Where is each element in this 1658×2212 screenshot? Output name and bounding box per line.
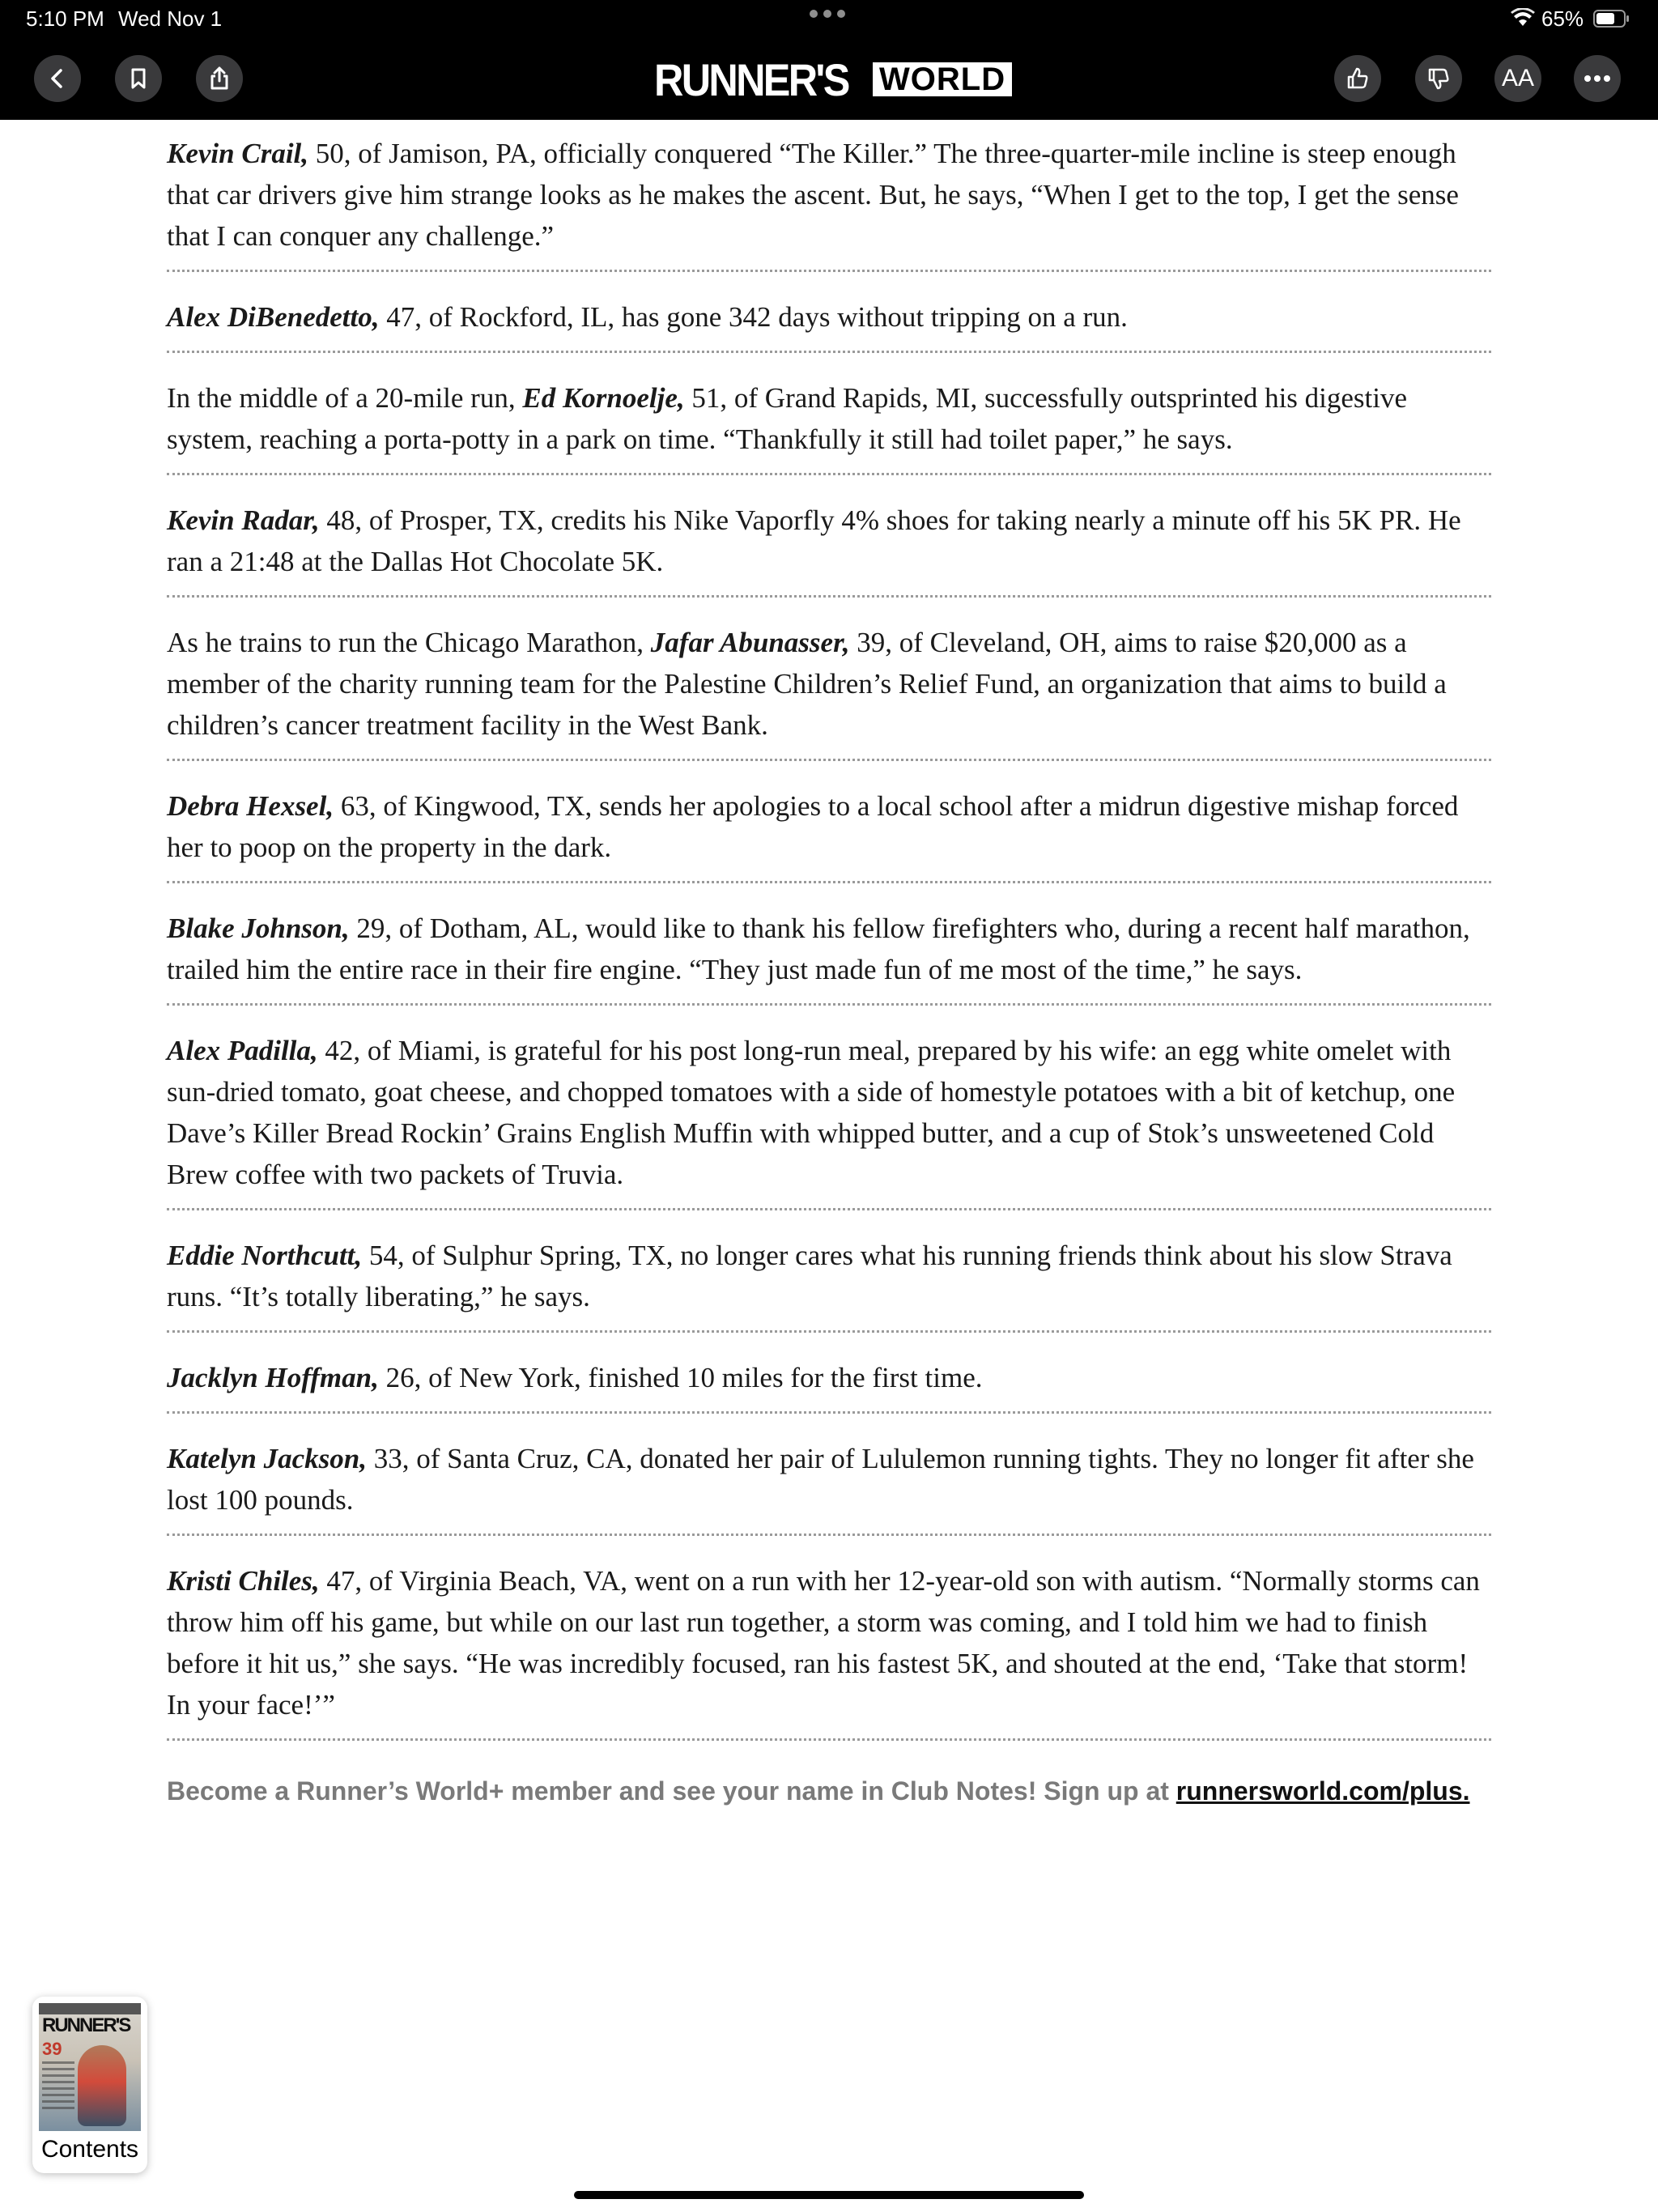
dotted-divider bbox=[167, 595, 1491, 598]
dotted-divider bbox=[167, 270, 1491, 272]
thumbs-up-icon bbox=[1346, 66, 1370, 91]
club-note-item bbox=[167, 1435, 1491, 1521]
note-runner-name: Alex DiBenedetto, bbox=[167, 301, 380, 333]
dotted-divider bbox=[167, 1208, 1491, 1210]
dotted-divider bbox=[167, 1534, 1491, 1536]
chevron-left-icon bbox=[47, 68, 68, 89]
dislike-button[interactable] bbox=[1415, 55, 1462, 102]
battery-icon bbox=[1593, 9, 1630, 28]
club-note-item bbox=[167, 1354, 1491, 1398]
note-runner-name: Jafar Abunasser, bbox=[650, 627, 850, 658]
membership-cta bbox=[167, 1773, 1491, 1809]
dotted-divider bbox=[167, 1330, 1491, 1333]
runnersworld-plus-link[interactable]: runnersworld.com/plus. bbox=[1175, 1776, 1470, 1806]
dotted-divider bbox=[167, 351, 1491, 353]
club-note-item bbox=[167, 1027, 1491, 1195]
dotted-divider bbox=[167, 759, 1491, 761]
club-note-item bbox=[167, 1231, 1491, 1317]
note-runner-name: Katelyn Jackson, bbox=[167, 1443, 367, 1474]
magazine-cover-thumbnail bbox=[39, 2003, 141, 2131]
logo-main-text: RUNNER'S bbox=[654, 53, 848, 105]
text-size-icon: AA bbox=[1501, 65, 1535, 91]
bookmark-icon bbox=[128, 67, 149, 90]
note-intro-text: As he trains to run the Chicago Marathon, bbox=[167, 627, 651, 658]
text-size-button[interactable] bbox=[1494, 55, 1541, 102]
note-body-text: 50, of Jamison, PA, officially conquered “The Killer.” The three-quarter-mile incline is steep enough that car drivers give him strange looks as he makes the ascent. But, he says, “When I get to the top, I get the sense that I can conquer any challenge.” bbox=[167, 138, 1459, 252]
share-icon bbox=[208, 66, 231, 91]
contents-button[interactable] bbox=[32, 1997, 147, 2173]
note-body-text: 29, of Dotham, AL, would like to thank his fellow firefighters who, during a recent half marathon, trailed him the entire race in their fire engine. “They just made fun of me most of the time,” he says. bbox=[167, 912, 1470, 985]
club-notes-article bbox=[167, 130, 1491, 1809]
note-body-text: 42, of Miami, is grateful for his post long-run meal, prepared by his wife: an egg white omelet with sun-dried tomato, goat cheese, and chopped tomatoes with a side of homestyle potatoes with a bit of ketchup, one Dave’s Killer Bread Rockin’ Grains English Muffin with whipped butter, and a cup of Stok’s unsweetened Cold Brew coffee with two packets of Truvia. bbox=[167, 1035, 1456, 1190]
club-note-item bbox=[167, 782, 1491, 868]
note-body-text: 26, of New York, finished 10 miles for the first time. bbox=[378, 1362, 983, 1393]
share-button[interactable] bbox=[196, 55, 243, 102]
club-note-item bbox=[167, 374, 1491, 460]
note-runner-name: Eddie Northcutt, bbox=[167, 1240, 363, 1271]
status-bar bbox=[0, 0, 1658, 37]
more-icon bbox=[1584, 74, 1611, 83]
status-time: 5:10 PM bbox=[26, 6, 104, 31]
cover-logo: RUNNER'S bbox=[42, 2014, 130, 2036]
contents-label: Contents bbox=[40, 2136, 139, 2163]
note-body-text: 48, of Prosper, TX, credits his Nike Vaporfly 4% shoes for taking nearly a minute off his 5K PR. He ran a 21:48 at the Dallas Hot Chocolate 5K. bbox=[167, 504, 1461, 577]
thumbs-down-icon bbox=[1426, 66, 1451, 91]
like-button[interactable] bbox=[1334, 55, 1381, 102]
club-note-item bbox=[167, 496, 1491, 582]
back-button[interactable] bbox=[34, 55, 81, 102]
note-runner-name: Kevin Radar, bbox=[167, 504, 320, 536]
dotted-divider bbox=[167, 881, 1491, 883]
dotted-divider bbox=[167, 473, 1491, 475]
note-runner-name: Alex Padilla, bbox=[167, 1035, 318, 1066]
home-indicator[interactable] bbox=[574, 2191, 1084, 2199]
note-body-text: 33, of Santa Cruz, CA, donated her pair of Lululemon running tights. They no longer fit after she lost 100 pounds. bbox=[167, 1443, 1474, 1516]
cta-text: Become a Runner’s World+ member and see your name in Club Notes! Sign up at bbox=[167, 1776, 1176, 1806]
note-runner-name: Ed Kornoelje, bbox=[522, 382, 685, 414]
battery-percent: 65% bbox=[1541, 6, 1584, 31]
note-body-text: 47, of Rockford, IL, has gone 342 days without tripping on a run. bbox=[379, 301, 1128, 333]
note-intro-text: In the middle of a 20-mile run, bbox=[167, 382, 523, 414]
note-body-text: 39, of Cleveland, OH, aims to raise $20,000 as a member of the charity running team for the Palestine Children’s Relief Fund, an organization that aims to build a children’s cancer treatment facility in the West Bank. bbox=[167, 627, 1447, 741]
club-note-item bbox=[167, 130, 1491, 257]
dotted-divider bbox=[167, 1411, 1491, 1414]
dotted-divider bbox=[167, 1003, 1491, 1006]
club-note-item bbox=[167, 1557, 1491, 1725]
wifi-icon bbox=[1511, 8, 1535, 28]
more-button[interactable] bbox=[1574, 55, 1621, 102]
note-runner-name: Blake Johnson, bbox=[167, 912, 350, 944]
status-date: Wed Nov 1 bbox=[118, 6, 223, 31]
note-body-text: 51, of Grand Rapids, MI, successfully outsprinted his digestive system, reaching a porta-potty in a park on time. “Thankfully it still had toilet paper,” he says. bbox=[167, 382, 1408, 455]
club-note-item bbox=[167, 904, 1491, 990]
dotted-divider bbox=[167, 1738, 1491, 1741]
cover-number: 39 bbox=[42, 2039, 62, 2059]
runners-world-logo bbox=[654, 55, 1012, 104]
bookmark-button[interactable] bbox=[115, 55, 162, 102]
note-body-text: 54, of Sulphur Spring, TX, no longer cares what his running friends think about his slow Strava runs. “It’s totally liberating,” he says. bbox=[167, 1240, 1452, 1312]
cover-runner-image bbox=[78, 2045, 126, 2126]
note-runner-name: Kevin Crail, bbox=[167, 138, 309, 169]
reader-toolbar bbox=[0, 37, 1658, 120]
club-note-item bbox=[167, 619, 1491, 746]
note-runner-name: Jacklyn Hoffman, bbox=[167, 1362, 379, 1393]
note-body-text: 63, of Kingwood, TX, sends her apologies to a local school after a midrun digestive mishap forced her to poop on the property in the dark. bbox=[167, 790, 1459, 863]
club-note-item bbox=[167, 293, 1491, 338]
multitasking-dots-icon[interactable] bbox=[810, 10, 848, 18]
note-runner-name: Debra Hexsel, bbox=[167, 790, 334, 822]
note-body-text: 47, of Virginia Beach, VA, went on a run with her 12-year-old son with autism. “Normally storms can throw him off his game, but while on our last run together, a storm was coming, and I told him we had to finish before it hit us,” she says. “He was incredibly focused, ran his fastest 5K, and shouted at the end, ‘Take that storm! In your face!’” bbox=[167, 1565, 1480, 1721]
note-runner-name: Kristi Chiles, bbox=[167, 1565, 320, 1597]
logo-box-text: WORLD bbox=[873, 62, 1012, 96]
